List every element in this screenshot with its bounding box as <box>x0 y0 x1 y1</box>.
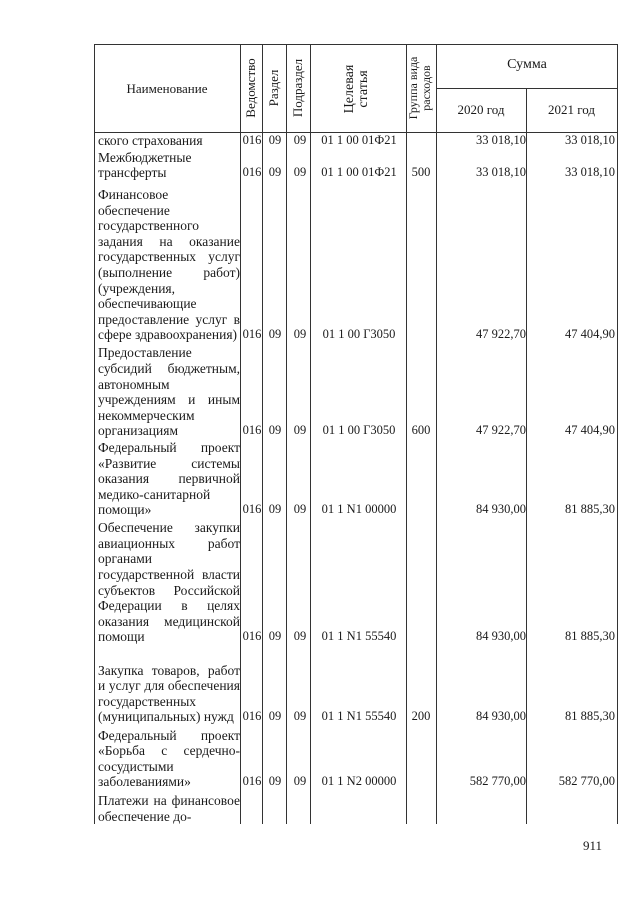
cell-celevaya: 01 1 00 Г3050 <box>322 327 396 342</box>
cell-sum-2021: 582 770,00 <box>558 774 615 789</box>
header-podrazdel: Подраздел <box>290 58 305 118</box>
cell-celevaya: 01 1 N1 00000 <box>321 502 397 517</box>
cell-celevaya: 01 1 N1 55540 <box>321 709 397 724</box>
cell-razdel: 09 <box>268 774 282 789</box>
cell-sum-2021: 81 885,30 <box>565 709 615 724</box>
row-name: Обеспечение закупки авиационных работ органами государственной власти субъектов Российской Федерации в целях оказания медицинской помощи <box>98 520 240 645</box>
cell-sum-2021: 33 018,10 <box>565 165 615 180</box>
cell-razdel: 09 <box>268 629 282 644</box>
budget-table <box>94 44 618 824</box>
cell-podrazdel: 09 <box>293 165 307 180</box>
table-row <box>94 791 618 824</box>
header-razdel: Раздел <box>266 69 281 107</box>
cell-podrazdel: 09 <box>293 133 307 148</box>
cell-celevaya: 01 1 00 01Ф21 <box>321 133 397 148</box>
cell-vedomstvo: 016 <box>242 165 262 180</box>
cell-gruppa: 200 <box>411 709 431 724</box>
table-row <box>94 725 618 790</box>
table-row <box>94 181 618 343</box>
header-year-2020: 2020 год <box>457 102 505 117</box>
row-name: Финансовое обеспечение государственного задания на оказание государственных услуг (выполнение работ) (учреждения, обеспечивающие предоставление услуг в сфере здравоохранения) <box>98 187 240 343</box>
cell-sum-2021: 47 404,90 <box>565 423 615 438</box>
cell-gruppa: 600 <box>411 423 431 438</box>
cell-vedomstvo: 016 <box>242 423 262 438</box>
header-year-2021: 2021 год <box>548 102 595 117</box>
cell-vedomstvo: 016 <box>242 709 262 724</box>
cell-sum-2020: 33 018,10 <box>476 165 526 180</box>
table-row <box>94 645 618 725</box>
table-row <box>94 439 618 518</box>
row-name: Предоставление субсидий бюджетным, автономным учреждениям и иным некоммерческим организациям <box>98 345 240 439</box>
cell-celevaya: 01 1 00 Г3050 <box>322 423 396 438</box>
cell-razdel: 09 <box>268 423 282 438</box>
cell-vedomstvo: 016 <box>242 502 262 517</box>
cell-podrazdel: 09 <box>293 629 307 644</box>
cell-sum-2020: 47 922,70 <box>476 423 526 438</box>
cell-razdel: 09 <box>268 327 282 342</box>
cell-podrazdel: 09 <box>293 502 307 517</box>
cell-podrazdel: 09 <box>293 327 307 342</box>
cell-gruppa: 500 <box>411 165 431 180</box>
header-summa: Сумма <box>507 57 547 72</box>
header-vedomstvo: Ведомство <box>243 58 258 118</box>
table-row <box>94 343 618 439</box>
cell-sum-2021: 33 018,10 <box>565 133 615 148</box>
cell-vedomstvo: 016 <box>242 774 262 789</box>
table-row <box>94 149 618 181</box>
row-name: Платежи на финансовое обеспечение до- <box>98 793 240 824</box>
header-gruppa: Группа вида расходов <box>406 56 433 120</box>
cell-sum-2020: 47 922,70 <box>476 327 526 342</box>
header-celevaya: Целевая статья <box>342 64 371 114</box>
cell-sum-2020: 84 930,00 <box>476 709 526 724</box>
cell-podrazdel: 09 <box>293 423 307 438</box>
page-number: 911 <box>582 838 602 853</box>
table-row <box>94 518 618 645</box>
row-name: Федеральный проект «Борьба с сердечно-сосудистыми заболеваниями» <box>98 727 240 790</box>
cell-razdel: 09 <box>268 709 282 724</box>
cell-sum-2021: 47 404,90 <box>565 327 615 342</box>
cell-sum-2020: 582 770,00 <box>469 774 526 789</box>
cell-vedomstvo: 016 <box>242 327 262 342</box>
cell-podrazdel: 09 <box>293 774 307 789</box>
row-name: Закупка товаров, работ и услуг для обеспечения государственных (муниципальных) нужд <box>98 662 240 725</box>
row-name: Федеральный проект «Развитие системы оказания первичной медико-санитарной помощи» <box>98 440 240 518</box>
cell-sum-2021: 81 885,30 <box>565 502 615 517</box>
header-name: Наименование <box>126 81 208 96</box>
cell-sum-2020: 84 930,00 <box>476 629 526 644</box>
table-row <box>94 132 618 149</box>
cell-celevaya: 01 1 N1 55540 <box>321 629 397 644</box>
cell-vedomstvo: 016 <box>242 629 262 644</box>
cell-sum-2020: 33 018,10 <box>476 133 526 148</box>
row-name: Межбюджетные трансферты <box>98 149 192 181</box>
cell-podrazdel: 09 <box>293 709 307 724</box>
cell-celevaya: 01 1 N2 00000 <box>321 774 397 789</box>
cell-celevaya: 01 1 00 01Ф21 <box>321 165 397 180</box>
row-name: ского страхования <box>98 133 203 149</box>
row-line <box>436 88 618 89</box>
cell-razdel: 09 <box>268 133 282 148</box>
cell-razdel: 09 <box>268 502 282 517</box>
cell-vedomstvo: 016 <box>242 133 262 148</box>
cell-sum-2020: 84 930,00 <box>476 502 526 517</box>
cell-sum-2021: 81 885,30 <box>565 629 615 644</box>
cell-razdel: 09 <box>268 165 282 180</box>
